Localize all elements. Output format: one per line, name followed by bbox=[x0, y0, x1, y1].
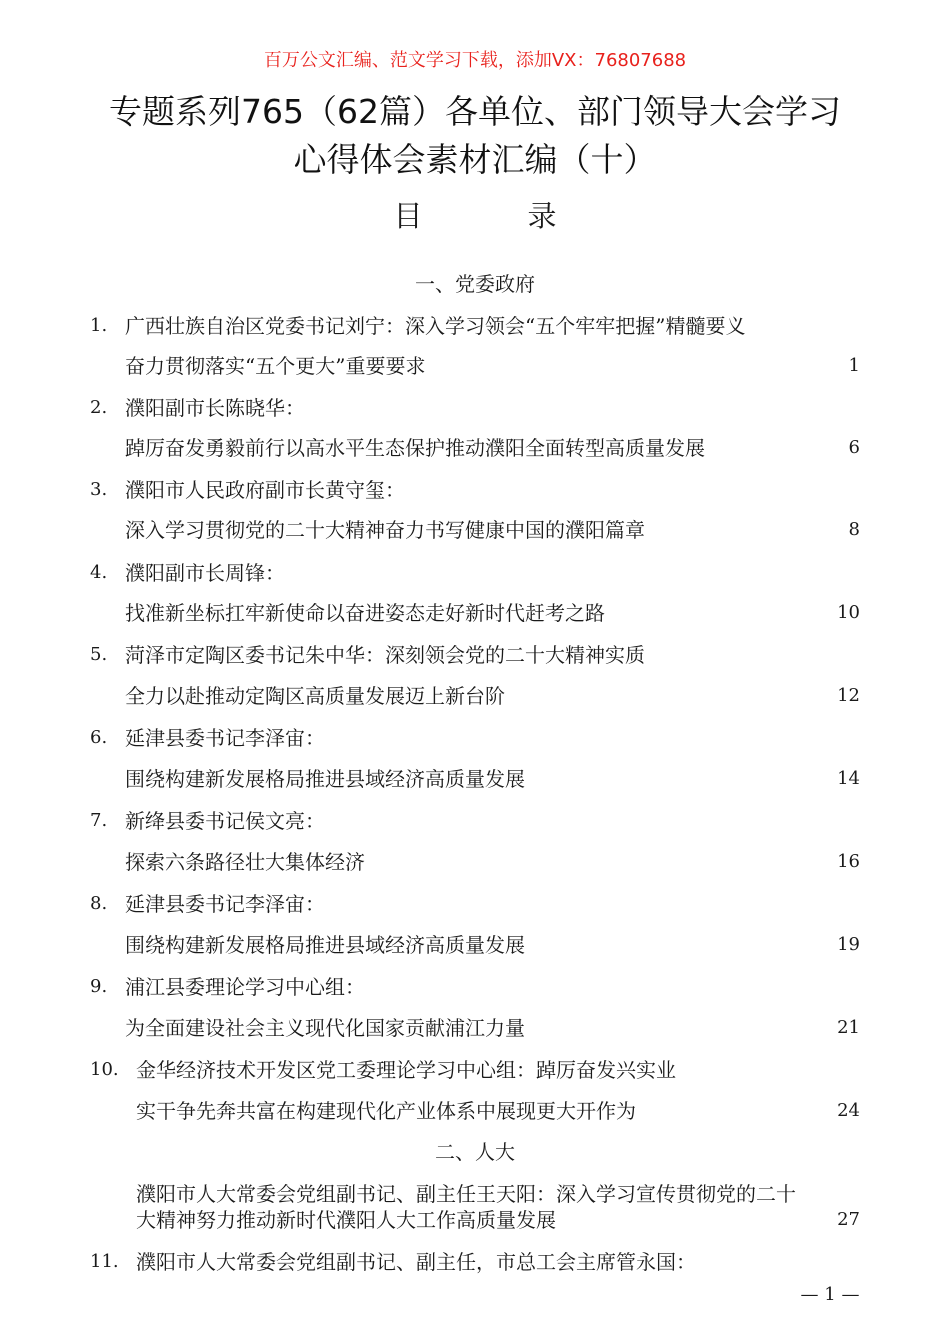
toc-entry-line[interactable]: 踔厉奋发勇毅前行以高水平生态保护推动濮阳全面转型高质量发展 bbox=[125, 436, 705, 460]
toc-entry-line[interactable]: 新绛县委书记侯文亮： bbox=[125, 809, 325, 833]
toc-entry-line[interactable]: 濮阳副市长陈晓华： bbox=[125, 396, 305, 420]
section-heading-npc: 二、人大 bbox=[435, 1140, 515, 1164]
toc-entry-line[interactable]: 实干争先奔共富在构建现代化产业体系中展现更大开作为 bbox=[136, 1099, 636, 1123]
toc-entry-number: 6. bbox=[90, 727, 108, 748]
toc-entry-line[interactable]: 濮阳市人大常委会党组副书记、副主任，市总工会主席管永国： bbox=[136, 1250, 696, 1274]
footer-page-number: — 1 — bbox=[800, 1284, 860, 1305]
toc-entry-page: 19 bbox=[837, 934, 860, 955]
toc-entry-line[interactable]: 全力以赴推动定陶区高质量发展迈上新台阶 bbox=[125, 684, 505, 708]
toc-entry-line[interactable]: 金华经济技术开发区党工委理论学习中心组：踔厉奋发兴实业 bbox=[136, 1058, 676, 1082]
toc-entry-line[interactable]: 濮阳市人民政府副市长黄守玺： bbox=[125, 478, 405, 502]
toc-entry-line[interactable]: 延津县委书记李泽宙： bbox=[125, 726, 325, 750]
toc-entry-number: 5. bbox=[90, 644, 108, 665]
toc-entry-page: 8 bbox=[848, 519, 860, 540]
toc-entry-page: 6 bbox=[848, 437, 860, 458]
toc-entry-page: 24 bbox=[837, 1100, 860, 1121]
promo-banner: 百万公文汇编、范文学习下载，添加VX：76807688 bbox=[263, 50, 687, 71]
toc-entry-page: 21 bbox=[837, 1017, 860, 1038]
toc-entry-line[interactable]: 菏泽市定陶区委书记朱中华：深刻领会党的二十大精神实质 bbox=[125, 643, 645, 667]
toc-entry-number: 10. bbox=[90, 1059, 119, 1080]
toc-entry-number: 7. bbox=[90, 810, 108, 831]
toc-entry-line[interactable]: 探索六条路径壮大集体经济 bbox=[125, 850, 365, 874]
document-title-line-2: 心得体会素材汇编（十） bbox=[293, 140, 657, 179]
toc-entry-line[interactable]: 浦江县委理论学习中心组： bbox=[125, 975, 365, 999]
toc-entry-number: 2. bbox=[90, 397, 108, 418]
toc-entry-page: 1 bbox=[848, 355, 860, 376]
toc-entry-number: 8. bbox=[90, 893, 108, 914]
toc-entry-line[interactable]: 围绕构建新发展格局推进县域经济高质量发展 bbox=[125, 767, 525, 791]
toc-entry-page: 16 bbox=[837, 851, 860, 872]
toc-entry-number: 1. bbox=[90, 315, 108, 336]
toc-entry-page: 10 bbox=[837, 602, 860, 623]
toc-entry-line[interactable]: 奋力贯彻落实“五个更大”重要要求 bbox=[125, 354, 426, 378]
toc-entry-number: 9. bbox=[90, 976, 108, 997]
document-title-line-1: 专题系列765（62篇）各单位、部门领导大会学习 bbox=[109, 92, 841, 131]
toc-entry-line[interactable]: 濮阳副市长周锋： bbox=[125, 561, 285, 585]
toc-entry-line[interactable]: 找准新坐标扛牢新使命以奋进姿态走好新时代赶考之路 bbox=[125, 601, 605, 625]
toc-entry-page: 12 bbox=[837, 685, 860, 706]
toc-entry-number: 3. bbox=[90, 479, 108, 500]
toc-entry-line[interactable]: 延津县委书记李泽宙： bbox=[125, 892, 325, 916]
toc-entry-number: 4. bbox=[90, 562, 108, 583]
toc-entry-number: 11. bbox=[90, 1251, 119, 1272]
toc-entry-page: 14 bbox=[837, 768, 860, 789]
toc-entry-line[interactable]: 围绕构建新发展格局推进县域经济高质量发展 bbox=[125, 933, 525, 957]
toc-entry-line[interactable]: 大精神努力推动新时代濮阳人大工作高质量发展 bbox=[136, 1208, 556, 1232]
toc-entry-line[interactable]: 濮阳市人大常委会党组副书记、副主任王天阳：深入学习宣传贯彻党的二十 bbox=[136, 1182, 796, 1206]
section-heading-party-government: 一、党委政府 bbox=[415, 272, 535, 296]
toc-heading: 目 录 bbox=[393, 199, 595, 233]
toc-entry-line[interactable]: 广西壮族自治区党委书记刘宁：深入学习领会“五个牢牢把握”精髓要义 bbox=[125, 314, 746, 338]
toc-entry-page: 27 bbox=[837, 1209, 860, 1230]
toc-entry-line[interactable]: 深入学习贯彻党的二十大精神奋力书写健康中国的濮阳篇章 bbox=[125, 518, 645, 542]
toc-entry-line[interactable]: 为全面建设社会主义现代化国家贡献浦江力量 bbox=[125, 1016, 525, 1040]
